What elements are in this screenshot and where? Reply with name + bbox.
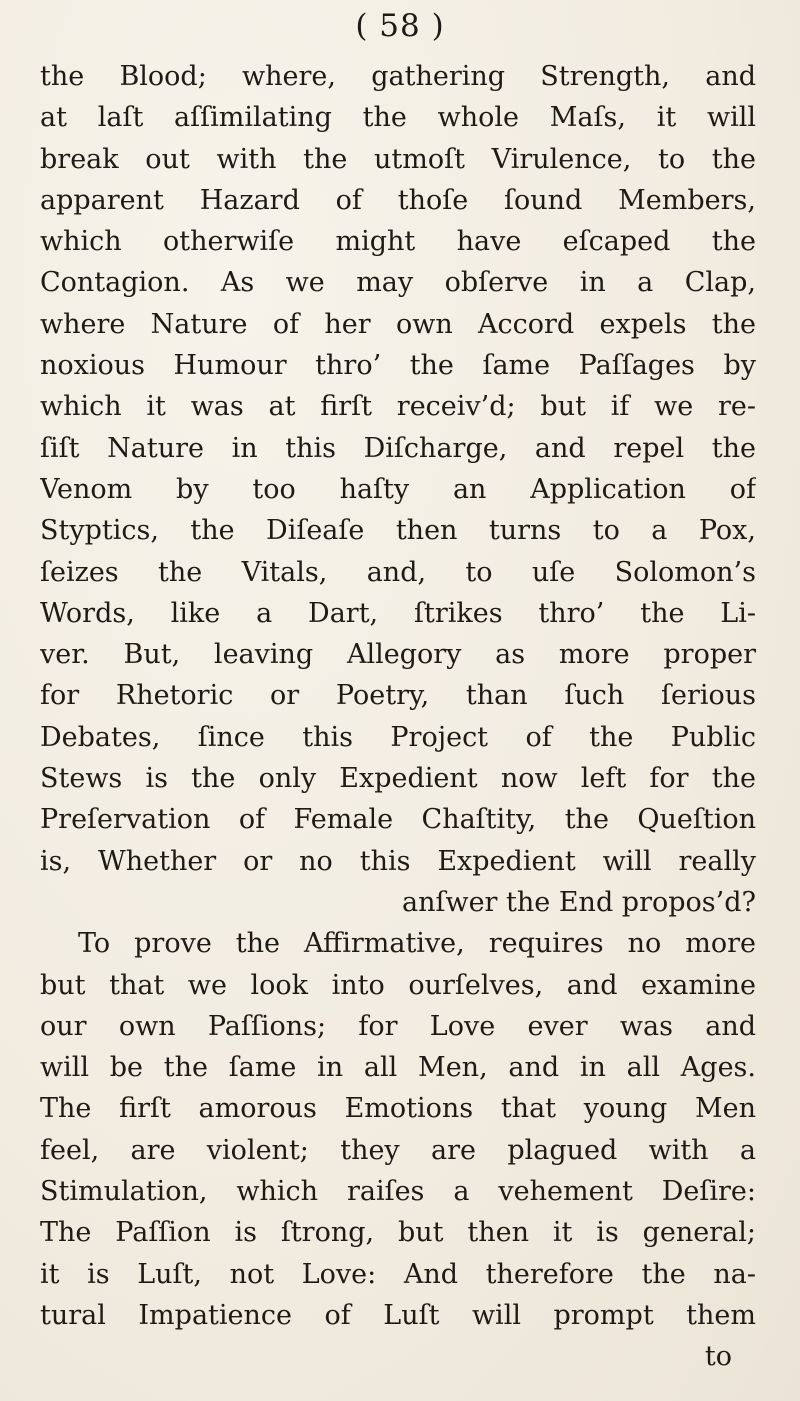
page-number: ( 58 ) xyxy=(355,8,445,44)
text-line: feel, are violent; they are plagued with a xyxy=(40,1134,756,1166)
text-line: it is Luſt, not Love: And therefore the na- xyxy=(40,1258,756,1290)
text-line: at laſt aſſimilating the whole Maſs, it will xyxy=(40,102,756,134)
text-line: noxious Humour thro’ the ſame Paſſages by xyxy=(40,350,756,382)
text-line: ſeizes the Vitals, and, to uſe Solomon’s xyxy=(40,556,756,588)
body-text xyxy=(40,56,756,1378)
text-line: The Paſſion is ſtrong, but then it is general; xyxy=(40,1217,756,1249)
text-line: will be the ſame in all Men, and in all Ages. xyxy=(40,1052,756,1084)
text-line: Stews is the only Expedient now left for the xyxy=(40,763,756,795)
text-line: break out with the utmoſt Virulence, to the xyxy=(40,143,756,175)
text-line: To prove the Affirmative, requires no more xyxy=(78,928,756,960)
text-line: tural Impatience of Luſt will prompt them xyxy=(40,1299,756,1331)
text-line: Styptics, the Diſeaſe then turns to a Pox, xyxy=(40,515,756,547)
text-line: anſwer the End propos’d? xyxy=(401,886,756,918)
text-line: ſiſt Nature in this Diſcharge, and repel the xyxy=(40,432,756,464)
text-line: for Rhetoric or Poetry, than ſuch ſerious xyxy=(40,680,756,712)
text-line: where Nature of her own Accord expels the xyxy=(40,308,756,340)
text-line: but that we look into ourſelves, and examine xyxy=(40,969,756,1001)
text-line: which otherwiſe might have eſcaped the xyxy=(40,226,756,258)
text-line: apparent Hazard of thoſe ſound Members, xyxy=(40,184,756,216)
text-line: Preſervation of Female Chaſtity, the Queſtion xyxy=(40,804,756,836)
text-line: Words, like a Dart, ſtrikes thro’ the Li- xyxy=(40,597,756,629)
text-line: Debates, ſince this Project of the Public xyxy=(40,721,756,753)
text-line: our own Paſſions; for Love ever was and xyxy=(40,1010,756,1042)
text-line: the Blood; where, gathering Strength, and xyxy=(40,61,756,92)
text-line: Venom by too haſty an Application of xyxy=(40,473,756,505)
text-line: Contagion. As we may obſerve in a Clap, xyxy=(40,267,756,299)
text-line: which it was at firſt receiv’d; but if we re- xyxy=(40,391,756,423)
text-line: Stimulation, which raiſes a vehement Deſire: xyxy=(40,1176,756,1208)
catchword: to xyxy=(704,1341,732,1373)
text-line: ver. But, leaving Allegory as more proper xyxy=(40,639,756,671)
text-line: The firſt amorous Emotions that young Men xyxy=(40,1093,756,1125)
text-line: is, Whether or no this Expedient will really xyxy=(40,845,756,877)
